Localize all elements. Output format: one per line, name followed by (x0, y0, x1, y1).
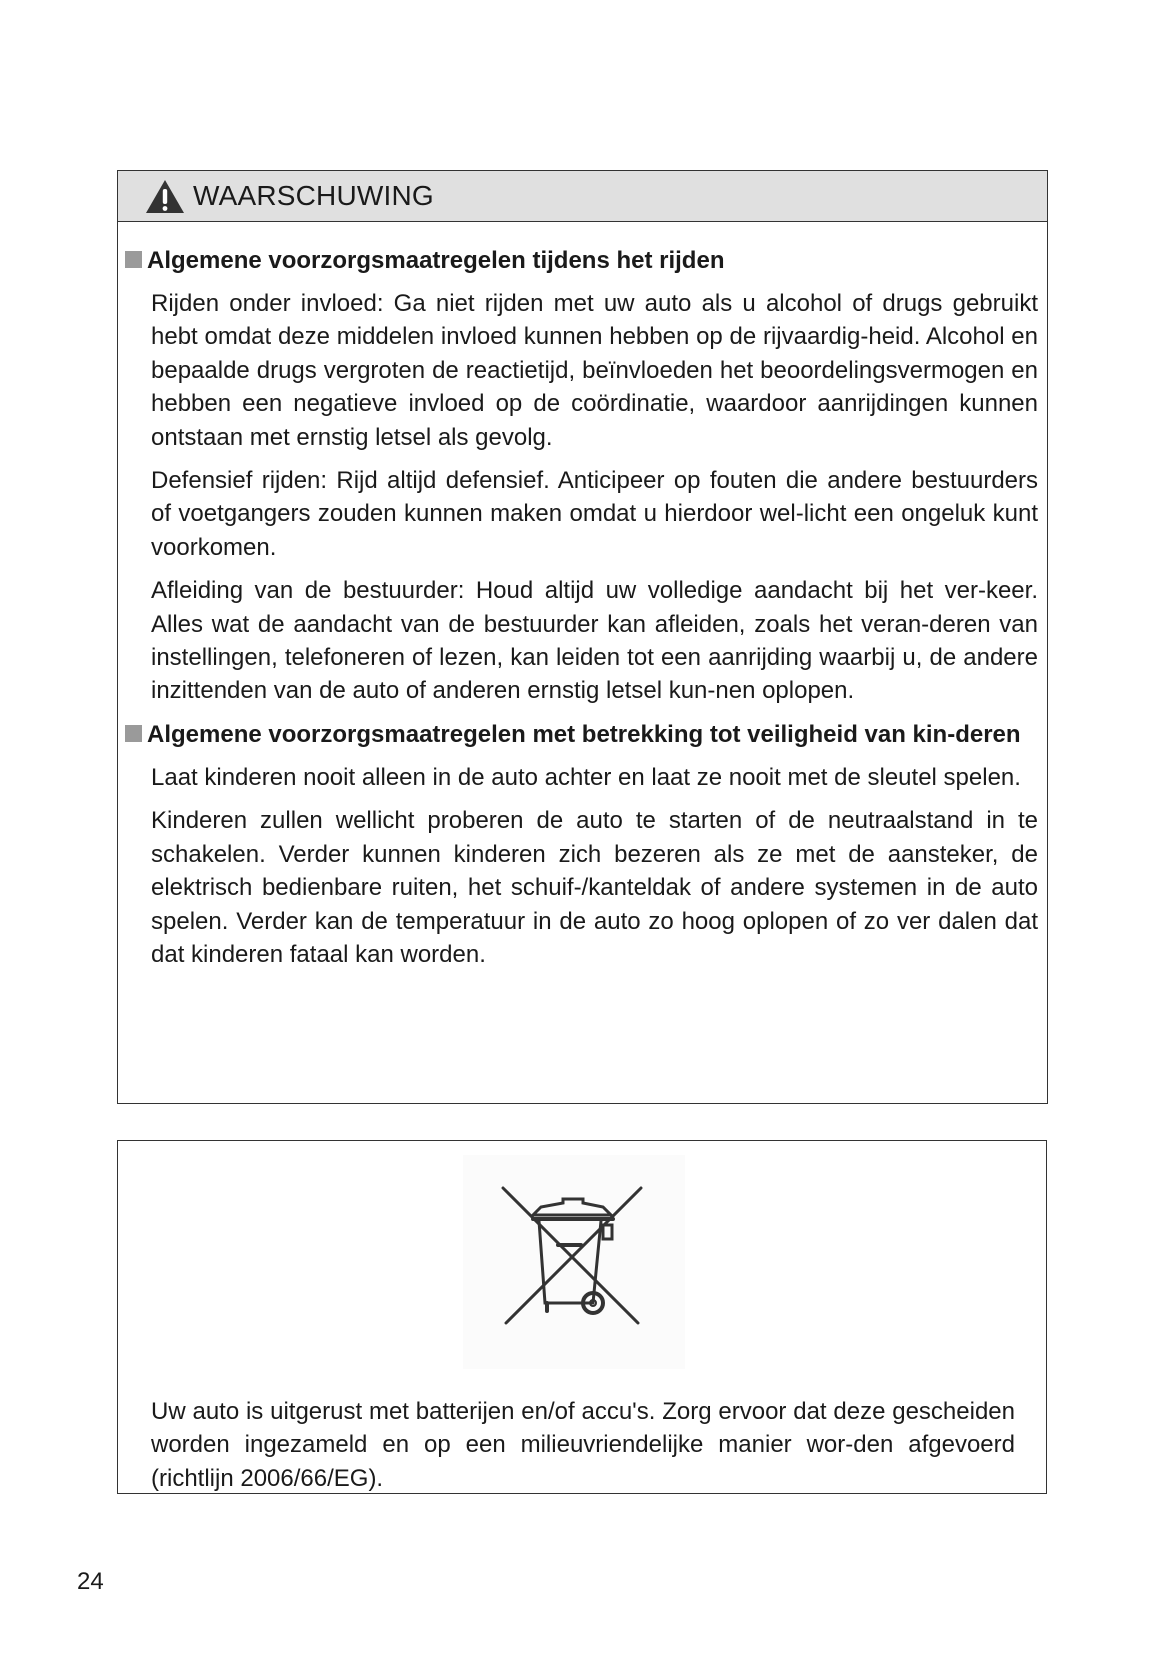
paragraph: Afleiding van de bestuurder: Houd altijd uw volledige aandacht bij het ver-keer. Alles wat de aandacht van de bestuurder kan afleiden, zoals het veran-deren van instellingen, telefoneren of lezen, kan leiden tot een aanrijding waarbij u, de andere inzittenden van de auto of anderen ernstig letsel kun-nen oplopen. (151, 577, 1038, 705)
paragraph: Laat kinderen nooit alleen in de auto achter en laat ze nooit met de sleutel spelen. (151, 763, 1021, 791)
warning-title: WAARSCHUWING (193, 180, 434, 211)
section-heading: Algemene voorzorgsmaatregelen met betrekking tot veiligheid van kin-deren (123, 718, 1038, 751)
page-number: 24 (77, 1568, 104, 1595)
warning-body (118, 222, 1047, 971)
warning-triangle-icon (145, 179, 185, 214)
square-bullet-icon (125, 725, 142, 742)
paragraph: Kinderen zullen wellicht proberen de auto te starten of de neutraalstand in te schakelen. Verder kunnen kinderen zich bezeren als ze met de aansteker, de elektrisch bedienbare ruiten, het schuif-/kanteldak of andere systemen in de auto spelen. Verder kan de temperatuur in de auto zo hoog oplopen of zo ver dalen dat dat kinderen fataal kan worden. (151, 807, 1038, 968)
square-bullet-icon (125, 251, 142, 268)
paragraph: Defensief rijden: Rijd altijd defensief. Anticipeer op fouten die andere bestuurders of voetgangers zouden kunnen maken omdat u hierdoor wel-licht een ongeluk kunt voorkomen. (151, 467, 1038, 561)
crossed-out-wheelie-bin-icon (463, 1155, 685, 1369)
recycling-box (117, 1140, 1047, 1494)
warning-box (117, 170, 1048, 1104)
recycling-text: Uw auto is uitgerust met batterijen en/of accu's. Zorg ervoor dat deze gescheiden worden ingezameld en op een milieuvriendelijke manier wor-den afgevoerd (richtlijn 2006/66/EG). (151, 1398, 1015, 1492)
paragraph: Rijden onder invloed: Ga niet rijden met uw auto als u alcohol of drugs gebruikt hebt omdat deze middelen invloed kunnen hebben op de rijvaardig-heid. Alcohol en bepaalde drugs vergroten de reactietijd, beïnvloeden het beoordelingsvermogen en hebben een negatieve invloed op de coördinatie, waardoor aanrijdingen kunnen ontstaan met ernstig letsel als gevolg. (151, 290, 1038, 451)
warning-header (118, 171, 1047, 222)
section-heading: Algemene voorzorgsmaatregelen tijdens het rijden (123, 244, 1038, 277)
